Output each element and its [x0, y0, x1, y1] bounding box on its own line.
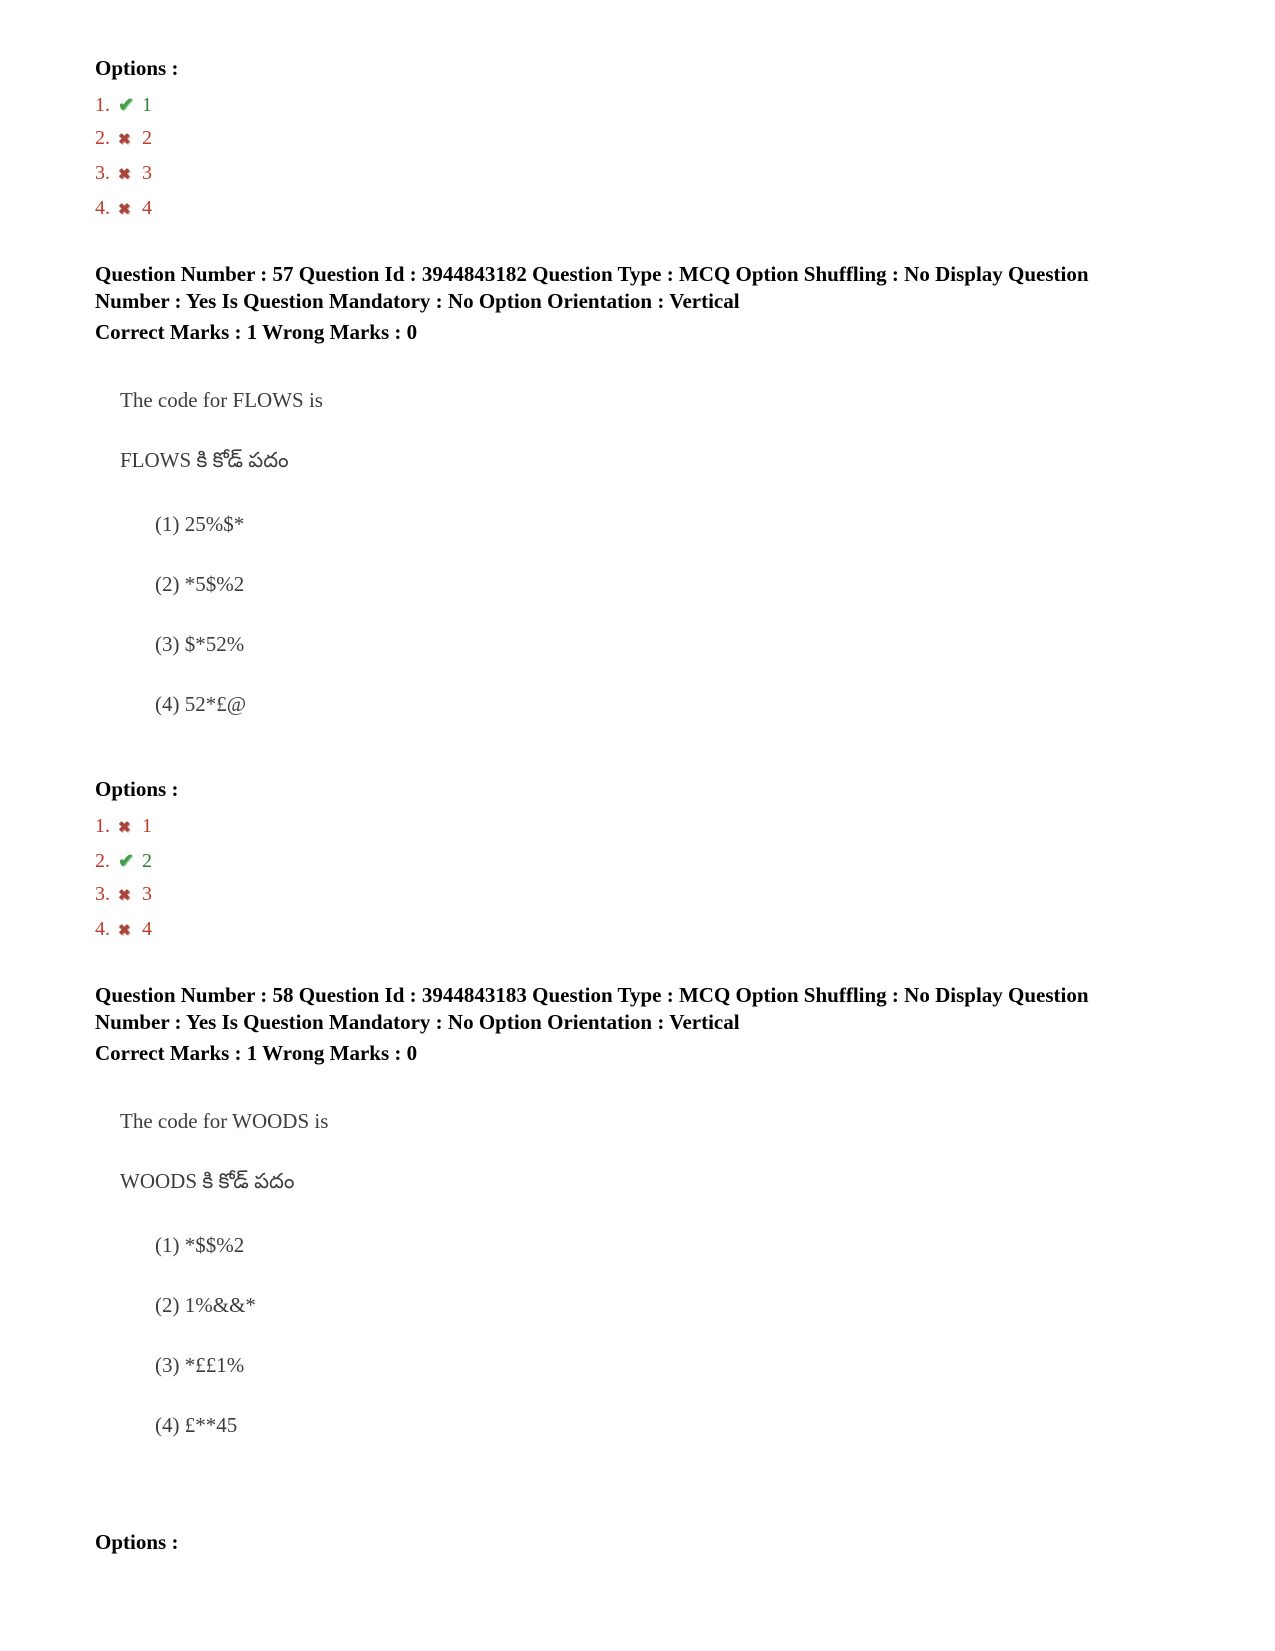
- question-choices: [155, 1231, 1205, 1439]
- options-label: Options :: [95, 56, 179, 80]
- answer-option-row: [95, 157, 1205, 192]
- option-value: 1: [142, 94, 152, 116]
- choice-3: (3) $*52%: [155, 632, 245, 656]
- question-meta-line1: Question Number : 57 Question Id : 3944843182 Question Type : MCQ Option Shuffling : No Display Question: [95, 262, 1089, 286]
- answer-options-block-top: [95, 55, 1205, 227]
- option-number: 3.: [95, 162, 110, 184]
- answer-option-row: [95, 89, 1205, 122]
- question-meta-line2: Number : Yes Is Question Mandatory : No Option Orientation : Vertical: [95, 1010, 740, 1034]
- option-number: 3.: [95, 883, 110, 905]
- choice-4: (4) £**45: [155, 1413, 238, 1437]
- cross-icon: [118, 122, 142, 157]
- options-label: Options :: [95, 1530, 179, 1554]
- answer-options-list: [95, 89, 1205, 227]
- question-meta-line1: Question Number : 58 Question Id : 3944843183 Question Type : MCQ Option Shuffling : No Display Question: [95, 983, 1089, 1007]
- answer-option-row: [95, 810, 1205, 845]
- option-number: 1.: [95, 94, 110, 116]
- options-label: Options :: [95, 777, 179, 801]
- choice-2: (2) 1%&&*: [155, 1293, 256, 1317]
- cross-icon: [118, 913, 142, 948]
- option-number: 2.: [95, 850, 110, 872]
- option-value: 3: [142, 883, 152, 905]
- answer-options-block-bottom: [95, 1529, 1205, 1555]
- option-number: 4.: [95, 197, 110, 219]
- choice-2: (2) *5$%2: [155, 572, 245, 596]
- question-text-english: The code for WOODS is: [120, 1109, 329, 1133]
- question-text-telugu: WOODS కి కోడ్ పదం: [120, 1169, 295, 1193]
- question-58-section: [95, 982, 1205, 1439]
- cross-icon: [118, 157, 142, 192]
- question-choices: [155, 510, 1205, 718]
- answer-option-row: [95, 192, 1205, 227]
- choice-3: (3) *££1%: [155, 1353, 245, 1377]
- option-number: 1.: [95, 815, 110, 837]
- answer-option-row: [95, 913, 1205, 948]
- question-body: [95, 1107, 1205, 1439]
- question-meta: [95, 261, 1185, 315]
- choice-1: (1) 25%$*: [155, 512, 245, 536]
- option-value: 1: [142, 815, 152, 837]
- answer-options-list: [95, 810, 1205, 948]
- answer-option-row: [95, 122, 1205, 157]
- choice-4: (4) 52*£@: [155, 692, 247, 716]
- answer-option-row: [95, 878, 1205, 913]
- option-value: 4: [142, 918, 152, 940]
- cross-icon: [118, 810, 142, 845]
- question-body: [95, 386, 1205, 718]
- check-icon: [118, 89, 142, 122]
- option-value: 3: [142, 162, 152, 184]
- option-number: 2.: [95, 127, 110, 149]
- option-number: 4.: [95, 918, 110, 940]
- option-value: 2: [142, 850, 152, 872]
- question-57-section: [95, 261, 1205, 718]
- question-text-telugu: FLOWS కి కోడ్ పదం: [120, 448, 289, 472]
- answer-option-row: [95, 845, 1205, 878]
- question-marks-line: Correct Marks : 1 Wrong Marks : 0: [95, 320, 418, 344]
- question-meta-line2: Number : Yes Is Question Mandatory : No Option Orientation : Vertical: [95, 289, 740, 313]
- question-marks-line: Correct Marks : 1 Wrong Marks : 0: [95, 1041, 418, 1065]
- option-value: 2: [142, 127, 152, 149]
- answer-options-block-57: [95, 776, 1205, 948]
- choice-1: (1) *$$%2: [155, 1233, 245, 1257]
- question-text-english: The code for FLOWS is: [120, 388, 323, 412]
- check-icon: [118, 845, 142, 878]
- question-meta: [95, 982, 1185, 1036]
- option-value: 4: [142, 197, 152, 219]
- cross-icon: [118, 192, 142, 227]
- cross-icon: [118, 878, 142, 913]
